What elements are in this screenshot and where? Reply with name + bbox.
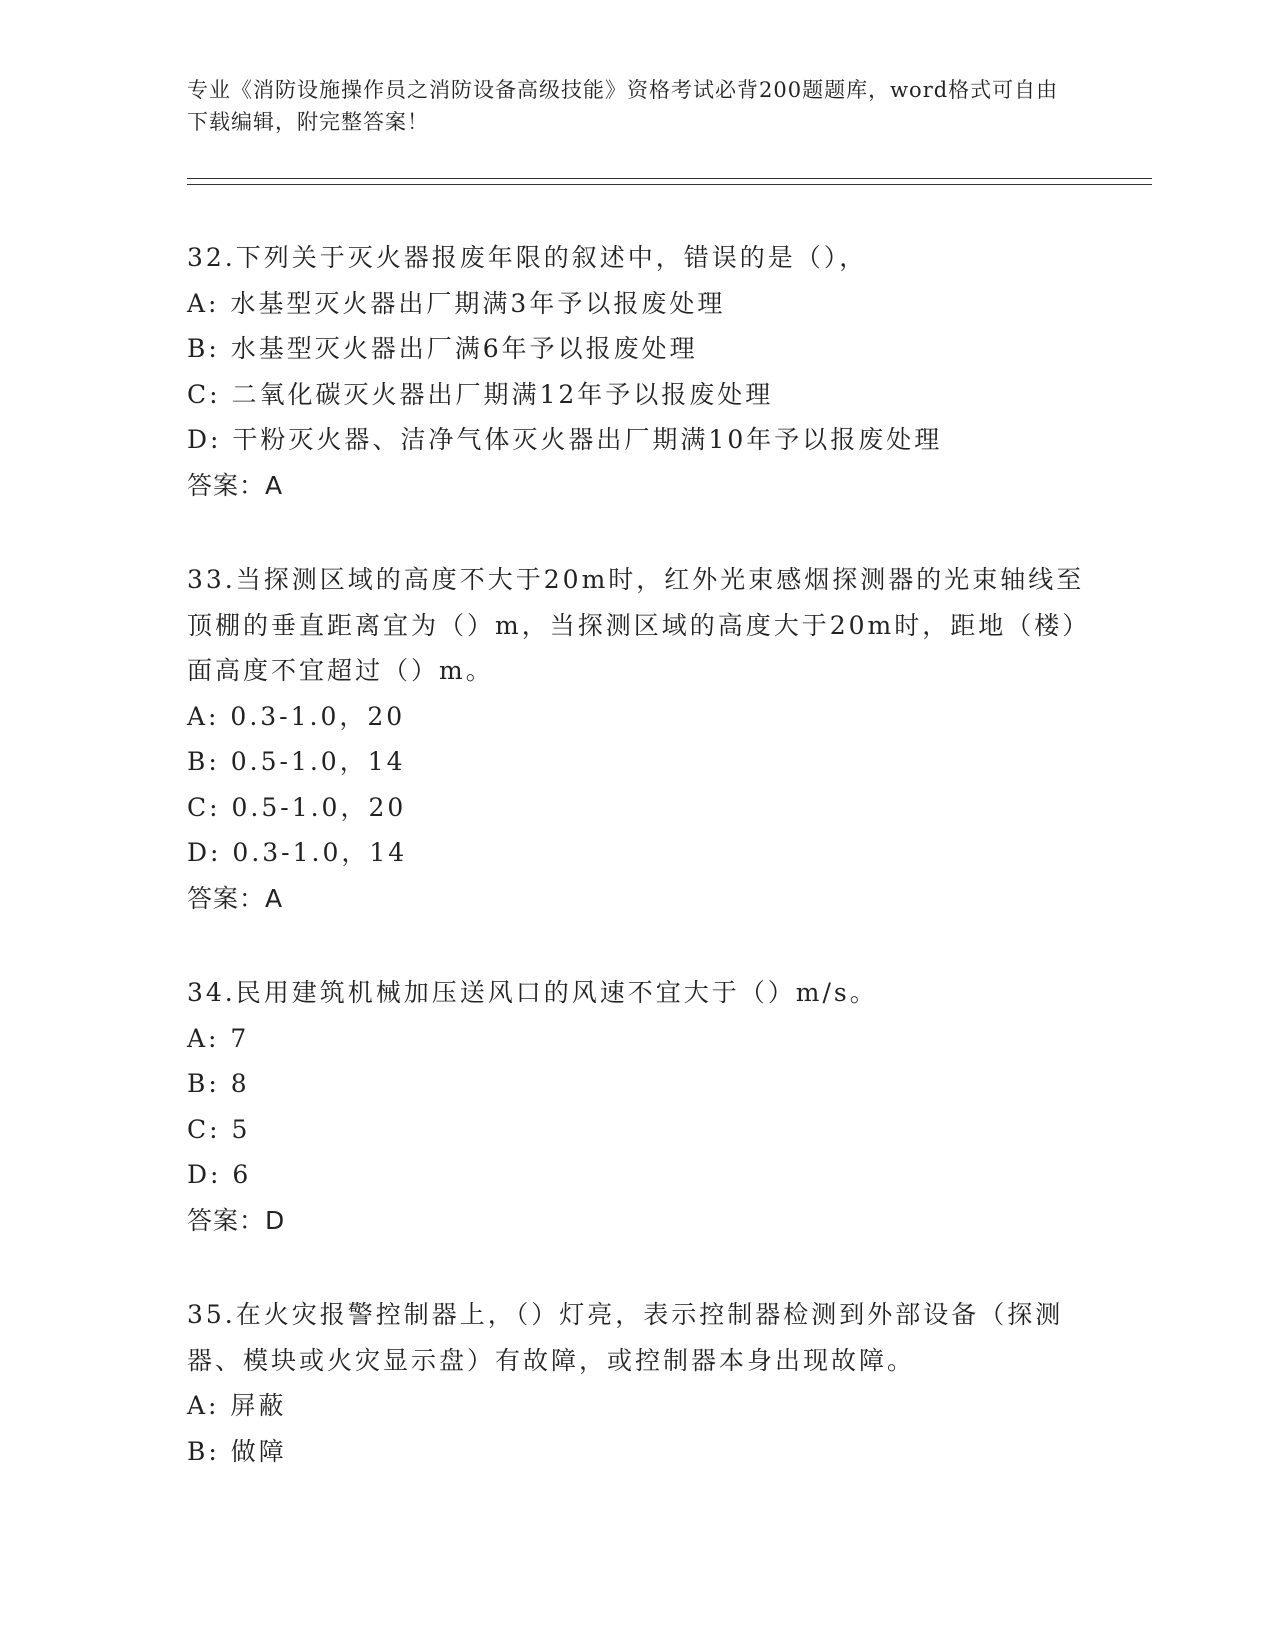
option-d: D: 干粉灭火器、洁净气体灭火器出厂期满10年予以报废处理 <box>187 425 943 454</box>
option-b: B: 0.5-1.0，14 <box>187 747 406 776</box>
question-list <box>187 235 1087 1523</box>
option-b: B: 水基型灭火器出厂满6年予以报废处理 <box>187 334 698 363</box>
option-c: C: 5 <box>187 1114 251 1144</box>
answer: 答案：A <box>187 883 284 913</box>
question-text: 35.在火灾报警控制器上，（）灯亮，表示控制器检测到外部设备（探测器、模块或火灾显示盘）有故障，或控制器本身出现故障。 <box>187 1300 1064 1375</box>
option-d: D: 6 <box>187 1160 252 1189</box>
question-34 <box>187 970 1087 1243</box>
option-b: B: 8 <box>187 1069 250 1098</box>
question-33 <box>187 557 1087 921</box>
document-header: 专业《消防设施操作员之消防设备高级技能》资格考试必背200题题库，word格式可自由下载编辑，附完整答案！ <box>187 78 1059 134</box>
option-d: D: 0.3-1.0，14 <box>187 838 408 867</box>
question-text: 32.下列关于灭火器报废年限的叙述中，错误的是（）， <box>187 243 868 272</box>
header-divider <box>187 178 1152 185</box>
option-a: A: 屏蔽 <box>187 1391 287 1420</box>
question-32 <box>187 235 1087 508</box>
option-a: A: 0.3-1.0，20 <box>187 701 406 731</box>
option-a: A: 7 <box>187 1023 250 1053</box>
question-35 <box>187 1292 1087 1474</box>
option-c: C: 二氧化碳灭火器出厂期满12年予以报废处理 <box>187 379 774 409</box>
option-a: A: 水基型灭火器出厂期满3年予以报废处理 <box>187 288 726 318</box>
option-b: B: 做障 <box>187 1436 287 1466</box>
answer: 答案：A <box>187 470 284 500</box>
answer: 答案：D <box>187 1205 286 1235</box>
question-text: 33.当探测区域的高度不大于20m时，红外光束感烟探测器的光束轴线至顶棚的垂直距离宜为（）m，当探测区域的高度大于20m时，距地（楼）面高度不宜超过（）m。 <box>187 565 1085 685</box>
question-text: 34.民用建筑机械加压送风口的风速不宜大于（）m/s。 <box>187 978 878 1007</box>
option-c: C: 0.5-1.0，20 <box>187 792 407 822</box>
